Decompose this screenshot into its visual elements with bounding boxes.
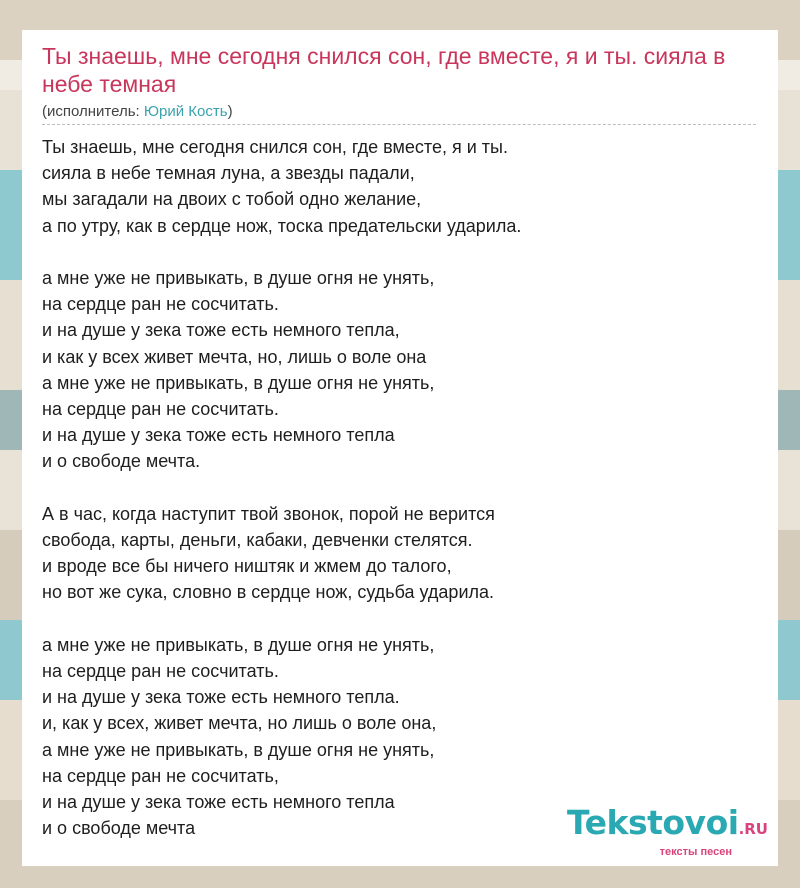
logo-name: Tekstovoi bbox=[567, 803, 739, 842]
lyrics-line: и о свободе мечта bbox=[42, 818, 196, 839]
byline-prefix: (исполнитель: bbox=[42, 103, 144, 120]
lyrics-line: сияла в небе темная луна, а звезды падали, bbox=[42, 163, 415, 184]
logo-tagline: тексты песен bbox=[659, 846, 732, 858]
lyrics-line: и как у всех живет мечта, но, лишь о воле она bbox=[42, 346, 427, 367]
lyrics-line: А в час, когда наступит твой звонок, порой не верится bbox=[42, 503, 495, 524]
artist-link[interactable]: Юрий Кость bbox=[143, 103, 228, 120]
lyrics-card bbox=[22, 30, 778, 866]
site-logo[interactable] bbox=[567, 803, 768, 858]
logo-tld: .RU bbox=[738, 820, 768, 838]
lyrics-line: а мне уже не привыкать, в душе огня не унять, bbox=[42, 372, 435, 393]
lyrics-line: а мне уже не привыкать, в душе огня не унять, bbox=[42, 739, 435, 760]
lyrics-line: на сердце ран не сосчитать, bbox=[42, 765, 279, 786]
lyrics-line: мы загадали на двоих с тобой одно желание, bbox=[42, 189, 422, 210]
lyrics-stanza bbox=[42, 134, 758, 239]
lyrics-line: и на душе у зека тоже есть немного тепла bbox=[42, 425, 395, 446]
lyrics-line: на сердце ран не сосчитать. bbox=[42, 399, 279, 420]
dashed-divider bbox=[42, 124, 756, 125]
lyrics-line: на сердце ран не сосчитать. bbox=[42, 661, 279, 682]
lyrics-line: и на душе у зека тоже есть немного тепла. bbox=[42, 687, 400, 708]
lyrics-text bbox=[42, 134, 758, 868]
lyrics-stanza bbox=[42, 501, 758, 606]
lyrics-line: на сердце ран не сосчитать. bbox=[42, 294, 279, 315]
lyrics-line: но вот же сука, словно в сердце нож, судьба ударила. bbox=[42, 582, 495, 603]
lyrics-line: а мне уже не привыкать, в душе огня не унять, bbox=[42, 634, 435, 655]
byline-suffix: ) bbox=[227, 103, 233, 120]
logo-wordmark bbox=[567, 803, 768, 846]
song-title: Ты знаешь, мне сегодня снился сон, где вместе, я и ты. сияла в небе темная bbox=[42, 43, 726, 97]
lyrics-line: и на душе у зека тоже есть немного тепла, bbox=[42, 320, 400, 341]
artist-byline bbox=[42, 102, 233, 122]
lyrics-line: а по утру, как в сердце нож, тоска предательски ударила. bbox=[42, 215, 522, 236]
lyrics-line: и вроде все бы ничего ништяк и жмем до талого, bbox=[42, 556, 452, 577]
lyrics-line: и на душе у зека тоже есть немного тепла bbox=[42, 792, 395, 813]
lyrics-line: Ты знаешь, мне сегодня снился сон, где вместе, я и ты. bbox=[42, 137, 508, 157]
lyrics-line: и о свободе мечта. bbox=[42, 451, 201, 472]
lyrics-line: а мне уже не привыкать, в душе огня не унять, bbox=[42, 268, 435, 288]
lyrics-line: свобода, карты, деньги, кабаки, девченки стелятся. bbox=[42, 530, 473, 551]
lyrics-stanza bbox=[42, 265, 758, 475]
lyrics-line: и, как у всех, живет мечта, но лишь о воле она, bbox=[42, 713, 437, 734]
